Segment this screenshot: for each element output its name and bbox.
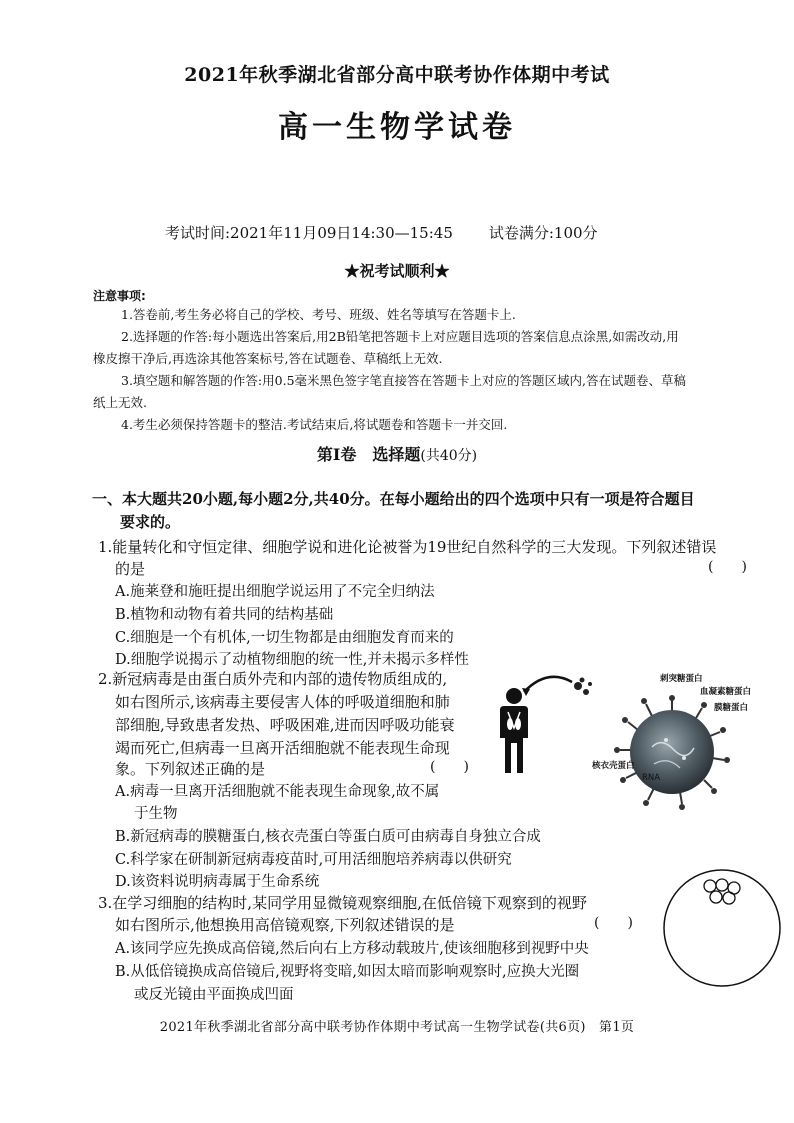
human-figure-icon <box>492 668 602 778</box>
microscope-field-icon <box>658 866 788 990</box>
page-footer: 2021年秋季湖北省部分高中联考协作体期中考试高一生物学试卷(共6页) 第1页 <box>159 1020 635 1035</box>
exam-header: 2021年秋季湖北省部分高中联考协作体期中考试 <box>184 64 610 86</box>
q3-option-b-cont: 或反光镜由平面换成凹面 <box>134 987 294 1003</box>
exam-title: 高一生物学试卷 <box>278 110 516 145</box>
notice-item: 1.答卷前,考生务必将自己的学校、考号、班级、姓名等填写在答题卡上. <box>121 307 516 322</box>
exam-score: 试卷满分:100分 <box>488 224 598 242</box>
q2-option-c: C.科学家在研制新冠病毒疫苗时,可用活细胞培养病毒以供研究 <box>115 852 512 868</box>
q3-stem: 3.在学习细胞的结构时,某同学用显微镜观察细胞,在低倍镜下观察到的视野 <box>98 894 587 912</box>
q1-answer-paren: ( ) <box>708 559 747 575</box>
label-hemagglutinin: 血凝素糖蛋白 <box>700 687 752 697</box>
q2-stem-cont: 如右图所示,该病毒主要侵害人体的呼吸道细胞和肺 <box>115 693 450 711</box>
section-title-main: 第Ⅰ卷 选择题 <box>316 445 421 464</box>
notice-item: 3.填空题和解答题的作答:用0.5毫米黑色签字笔直接答在答题卡上对应的答题区域内,答在试题卷、草稿 <box>121 373 686 388</box>
q1-stem-cont: 的是 <box>115 560 146 578</box>
notice-item-cont: 橡皮擦干净后,再选涂其他答案标号,答在试题卷、草稿纸上无效. <box>93 351 443 366</box>
section-title-sub: (共40分) <box>420 448 478 464</box>
q2-stem-cont: 部细胞,导致患者发热、呼吸困难,进而因呼吸功能衰 <box>115 716 455 734</box>
q3-option-b: B.从低倍镜换成高倍镜后,视野将变暗,如因太暗而影响观察时,应换大光圈 <box>115 964 580 980</box>
exam-time: 考试时间:2021年11月09日14:30—15:45 <box>165 224 453 242</box>
q1-option-d: D.细胞学说揭示了动植物细胞的统一性,并未揭示多样性 <box>115 652 469 668</box>
q2-answer-paren: ( ) <box>430 759 469 775</box>
notice-item-cont: 纸上无效. <box>93 395 147 410</box>
q2-stem: 2.新冠病毒是由蛋白质外壳和内部的遗传物质组成的, <box>98 670 448 688</box>
q3-stem-cont: 如右图所示,他想换用高倍镜观察,下列叙述错误的是 <box>115 916 455 934</box>
notice-title: 注意事项: <box>93 289 146 303</box>
part-instruction: 一、本大题共20小题,每小题2分,共40分。在每小题给出的四个选项中只有一项是符合题目 <box>92 490 695 508</box>
exam-info <box>165 222 598 243</box>
q1-option-b: B.植物和动物有着共同的结构基础 <box>115 607 334 623</box>
q2-stem-cont: 竭而死亡,但病毒一旦离开活细胞就不能表现生命现 <box>115 739 450 757</box>
q1-stem: 1.能量转化和守恒定律、细胞学说和进化论被誉为19世纪自然科学的三大发现。下列叙述错误 <box>98 538 717 556</box>
q3-answer-paren: ( ) <box>594 915 633 931</box>
label-spike-glycoprotein: 刺突糖蛋白 <box>660 674 703 684</box>
q2-stem-cont: 象。下列叙述正确的是 <box>115 760 266 778</box>
q2-option-d: D.该资料说明病毒属于生命系统 <box>115 874 320 890</box>
good-luck-banner: ★祝考试顺利★ <box>344 262 450 280</box>
notice-item: 2.选择题的作答:每小题选出答案后,用2B铅笔把答题卡上对应题目选项的答案信息点涂黑,如需改动,用 <box>121 329 679 344</box>
part-instruction-cont: 要求的。 <box>120 513 181 531</box>
q1-option-c: C.细胞是一个有机体,一切生物都是由细胞发育而来的 <box>115 630 454 646</box>
label-nucleocapsid: 核衣壳蛋白 <box>592 761 635 771</box>
label-membrane-glycoprotein: 膜糖蛋白 <box>714 703 749 713</box>
q2-option-a-cont: 于生物 <box>134 806 178 822</box>
notice-item: 4.考生必须保持答题卡的整洁.考试结束后,将试题卷和答题卡一并交回. <box>121 417 508 432</box>
q3-option-a: A.该同学应先换成高倍镜,然后向右上方移动载玻片,使该细胞移到视野中央 <box>115 941 589 957</box>
q1-option-a: A.施莱登和施旺提出细胞学说运用了不完全归纳法 <box>115 584 435 600</box>
q2-option-b: B.新冠病毒的膜糖蛋白,核衣壳蛋白等蛋白质可由病毒自身独立合成 <box>115 829 541 845</box>
q2-option-a: A.病毒一旦离开活细胞就不能表现生命现象,故不属 <box>115 784 440 800</box>
label-rna: RNA <box>642 773 661 783</box>
section-title <box>0 442 794 465</box>
